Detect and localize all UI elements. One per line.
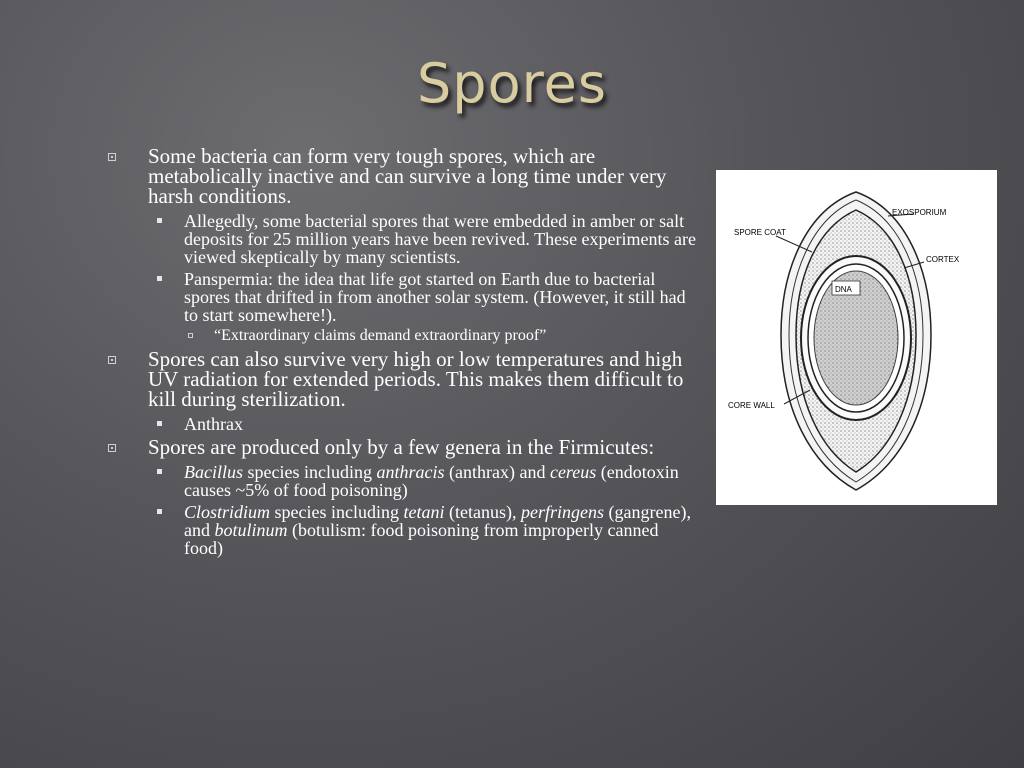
bullet-marker-icon	[157, 218, 162, 223]
bullet-1-sub-1-text: Allegedly, some bacterial spores that were embedded in amber or salt deposits for 25 million years have been revived. These experiments are viewed skeptically by many scientists.	[184, 211, 696, 267]
core-wall-label: CORE WALL	[728, 401, 775, 410]
bullet-1-text: Some bacteria can form very tough spores, which are metabolically inactive and can survive a long time under very harsh conditions.	[148, 144, 667, 208]
text-fragment: (endotoxin causes ~5% of food poisoning)	[184, 462, 679, 500]
bullet-1-sub-2	[100, 270, 700, 324]
slide-title: Spores	[417, 52, 607, 115]
bullet-marker-icon	[108, 153, 116, 161]
bullet-marker-icon	[108, 356, 116, 364]
species-perfringens: perfringens	[521, 502, 604, 522]
bullet-2-sub-1	[100, 415, 700, 433]
genus-bacillus: Bacillus	[184, 462, 243, 482]
bullet-marker-icon	[157, 421, 162, 426]
spore-diagram	[716, 170, 997, 505]
bullet-marker-icon	[157, 469, 162, 474]
bullet-3-text: Spores are produced only by a few genera in the Firmicutes:	[148, 435, 655, 459]
text-fragment: (anthrax) and	[444, 462, 550, 482]
species-tetani: tetani	[403, 502, 445, 522]
species-cereus: cereus	[549, 462, 597, 482]
bullet-2-sub-1-text: Anthrax	[184, 414, 243, 434]
bullet-2	[100, 349, 700, 409]
text-fragment: (tetanus),	[444, 502, 521, 522]
text-fragment: (gangrene), and	[184, 502, 691, 540]
text-fragment: species including	[243, 462, 377, 482]
bullet-1-sub-2-sub	[100, 328, 700, 344]
bullet-2-text: Spores can also survive very high or low temperatures and high UV radiation for extended periods. This makes them difficult to kill during sterilization.	[148, 347, 684, 411]
species-anthracis: anthracis	[376, 462, 445, 482]
bullet-3	[100, 437, 700, 457]
slide-body	[100, 146, 700, 561]
text-fragment: species including	[270, 502, 404, 522]
bullet-1	[100, 146, 700, 206]
bullet-marker-icon	[157, 276, 162, 281]
bullet-1-sub-2-text: Panspermia: the idea that life got started on Earth due to bacterial spores that drifted in from another solar system. (However, it still had to start somewhere!).	[184, 269, 686, 325]
species-botulinum: botulinum	[214, 520, 288, 540]
bullet-marker-icon	[188, 333, 193, 338]
quote-text: “Extraordinary claims demand extraordinary proof”	[214, 327, 547, 344]
spore-illustration	[716, 170, 997, 505]
exosporium-label: EXOSPORIUM	[892, 208, 947, 217]
cortex-label: CORTEX	[926, 255, 960, 264]
bullet-marker-icon	[108, 444, 116, 452]
text-fragment: (botulism: food poisoning from improperly canned food)	[184, 520, 659, 558]
dna-label: DNA	[835, 285, 852, 294]
bullet-3-sub-2	[100, 503, 700, 557]
bullet-marker-icon	[157, 509, 162, 514]
genus-clostridium: Clostridium	[184, 502, 271, 522]
spore-coat-label: SPORE COAT	[734, 228, 786, 237]
bullet-3-sub-1	[100, 463, 700, 499]
bullet-1-sub-1	[100, 212, 700, 266]
